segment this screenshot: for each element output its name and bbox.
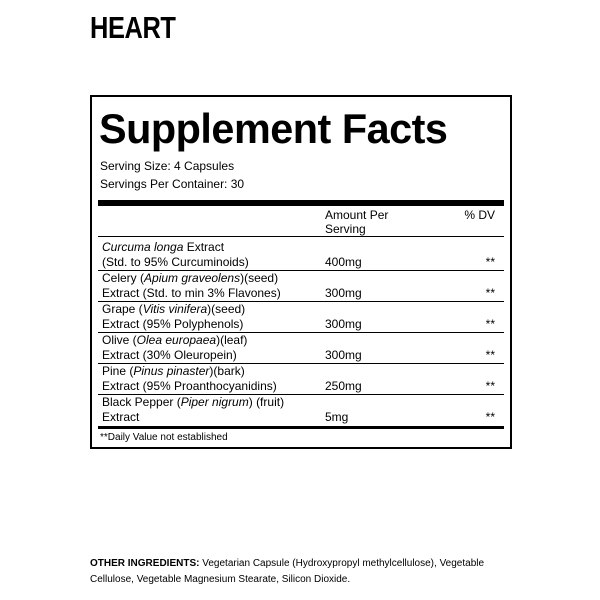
ingredient-latin-name: Piper nigrum [180,395,249,409]
ingredient-row [92,364,510,394]
ingredient-name-part: )(seed) [240,271,279,285]
ingredient-standardization: Extract (95% Polyphenols) [102,317,244,331]
ingredient-latin-name: Apium graveolens [144,271,241,285]
ingredient-amount: 300mg [325,286,362,300]
ingredient-name [102,240,322,270]
ingredient-name-part: Grape ( [102,302,143,316]
ingredient-amount: 300mg [325,317,362,331]
ingredient-name-part: )(leaf) [216,333,248,347]
ingredient-row [92,333,510,363]
footnote: **Daily Value not established [100,432,228,443]
ingredient-name-part: )(bark) [209,364,245,378]
column-header-amount [325,208,388,236]
ingredient-latin-name: Olea europaea [136,333,217,347]
column-header-amount-line1: Amount Per [325,208,389,222]
servings-per-container: Servings Per Container: 30 [100,177,245,191]
ingredient-latin-name: Pinus pinaster [133,364,210,378]
ingredient-standardization: Extract [102,410,140,424]
ingredient-dv: ** [485,286,495,300]
ingredient-dv: ** [485,410,495,424]
ingredient-dv: ** [485,317,495,331]
column-header-dv: % DV [464,208,495,222]
serving-size: Serving Size: 4 Capsules [100,159,235,173]
ingredient-row [92,271,510,301]
thick-divider [98,200,504,206]
supplement-facts-panel [90,95,512,449]
ingredient-dv: ** [485,348,495,362]
ingredient-name-part: ) (fruit) [248,395,285,409]
other-ingredients-label: OTHER INGREDIENTS: [90,558,200,569]
ingredient-name [102,333,322,363]
ingredient-amount: 250mg [325,379,362,393]
ingredient-name [102,271,322,301]
ingredient-latin-name: Curcuma longa [102,240,184,254]
other-ingredients [90,556,510,588]
ingredient-name [102,395,322,425]
ingredient-amount: 400mg [325,255,362,269]
header-divider [98,236,504,237]
ingredient-name-part: Celery ( [102,271,145,285]
ingredient-standardization: Extract (30% Oleuropein) [102,348,237,362]
ingredient-name [102,364,322,394]
other-ingredients-text: Vegetarian Capsule (Hydroxypropyl methylcellulose), Vegetable [199,558,485,569]
panel-title: Supplement Facts [99,105,448,152]
ingredient-amount: 5mg [325,410,349,424]
product-title: HEART [90,10,176,45]
ingredient-row [92,395,510,425]
ingredient-standardization: Extract (Std. to min 3% Flavones) [102,286,281,300]
ingredient-amount: 300mg [325,348,362,362]
ingredient-standardization: Extract (95% Proanthocyanidins) [102,379,277,393]
other-ingredients-text-line2: Cellulose, Vegetable Magnesium Stearate, Silicon Dioxide. [90,574,351,585]
ingredient-name-part: Black Pepper ( [102,395,181,409]
ingredient-name-part: Olive ( [102,333,137,347]
bottom-divider [98,426,504,429]
ingredient-name-part: )(seed) [207,302,246,316]
ingredient-name-part: Pine ( [102,364,134,378]
ingredient-dv: ** [485,255,495,269]
ingredient-row [92,302,510,332]
ingredient-name [102,302,322,332]
ingredient-dv: ** [485,379,495,393]
ingredient-row [92,240,510,270]
column-header-amount-line2: Serving [325,222,366,236]
ingredient-standardization: (Std. to 95% Curcuminoids) [102,255,249,269]
ingredient-name-part: Extract [183,240,225,254]
ingredient-latin-name: Vitis vinifera [142,302,208,316]
